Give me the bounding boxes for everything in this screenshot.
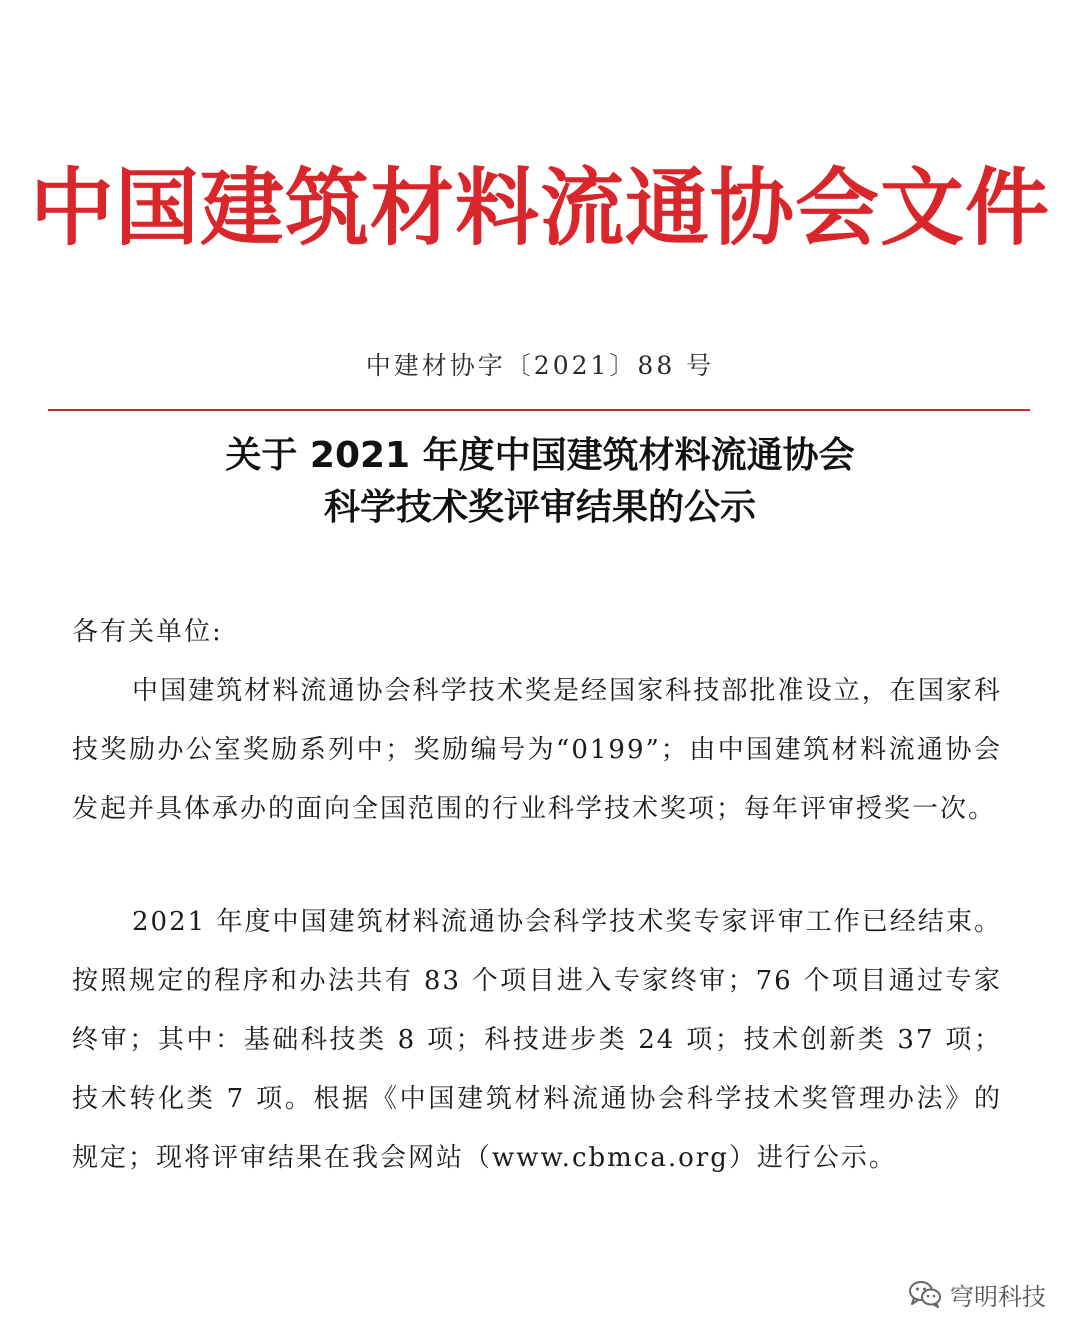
masthead-title: 中国建筑材料流通协会文件 <box>29 159 1050 257</box>
watermark <box>908 1274 1046 1314</box>
title-line-2: 科学技术奖评审结果的公示 <box>323 487 756 528</box>
document-number: 中建材协字〔2021〕88 号 <box>365 351 715 380</box>
body-paragraph-1: 中国建筑材料流通协会科学技术奖是经国家科技部批准设立，在国家科技奖励办公室奖励系列中；奖励编号为“0199”；由中国建筑材料流通协会发起并具体承办的面向全国范围的行业科学技术奖项；每年评审授奖一次。 <box>72 676 1002 824</box>
title-line-1: 关于 2021 年度中国建筑材料流通协会 <box>225 435 855 476</box>
salutation: 各有关单位: <box>72 617 223 647</box>
document-title <box>0 430 1080 534</box>
wechat-icon <box>908 1279 942 1309</box>
body-paragraph-2: 2021 年度中国建筑材料流通协会科学技术奖专家评审工作已经结束。按照规定的程序和办法共有 83 个项目进入专家终审；76 个项目通过专家终审；其中：基础科技类 8 项；科技进步类 24 项；技术创新类 37 项；技术转化类 7 项。根据《中国建筑材料流通协会科学技术奖管理办法》的规定；现将评审结果在我会网站（www.cbmca.org）进行公示。 <box>72 907 1002 1173</box>
watermark-label: 穹明科技 <box>950 1282 1046 1311</box>
red-divider <box>48 409 1030 411</box>
